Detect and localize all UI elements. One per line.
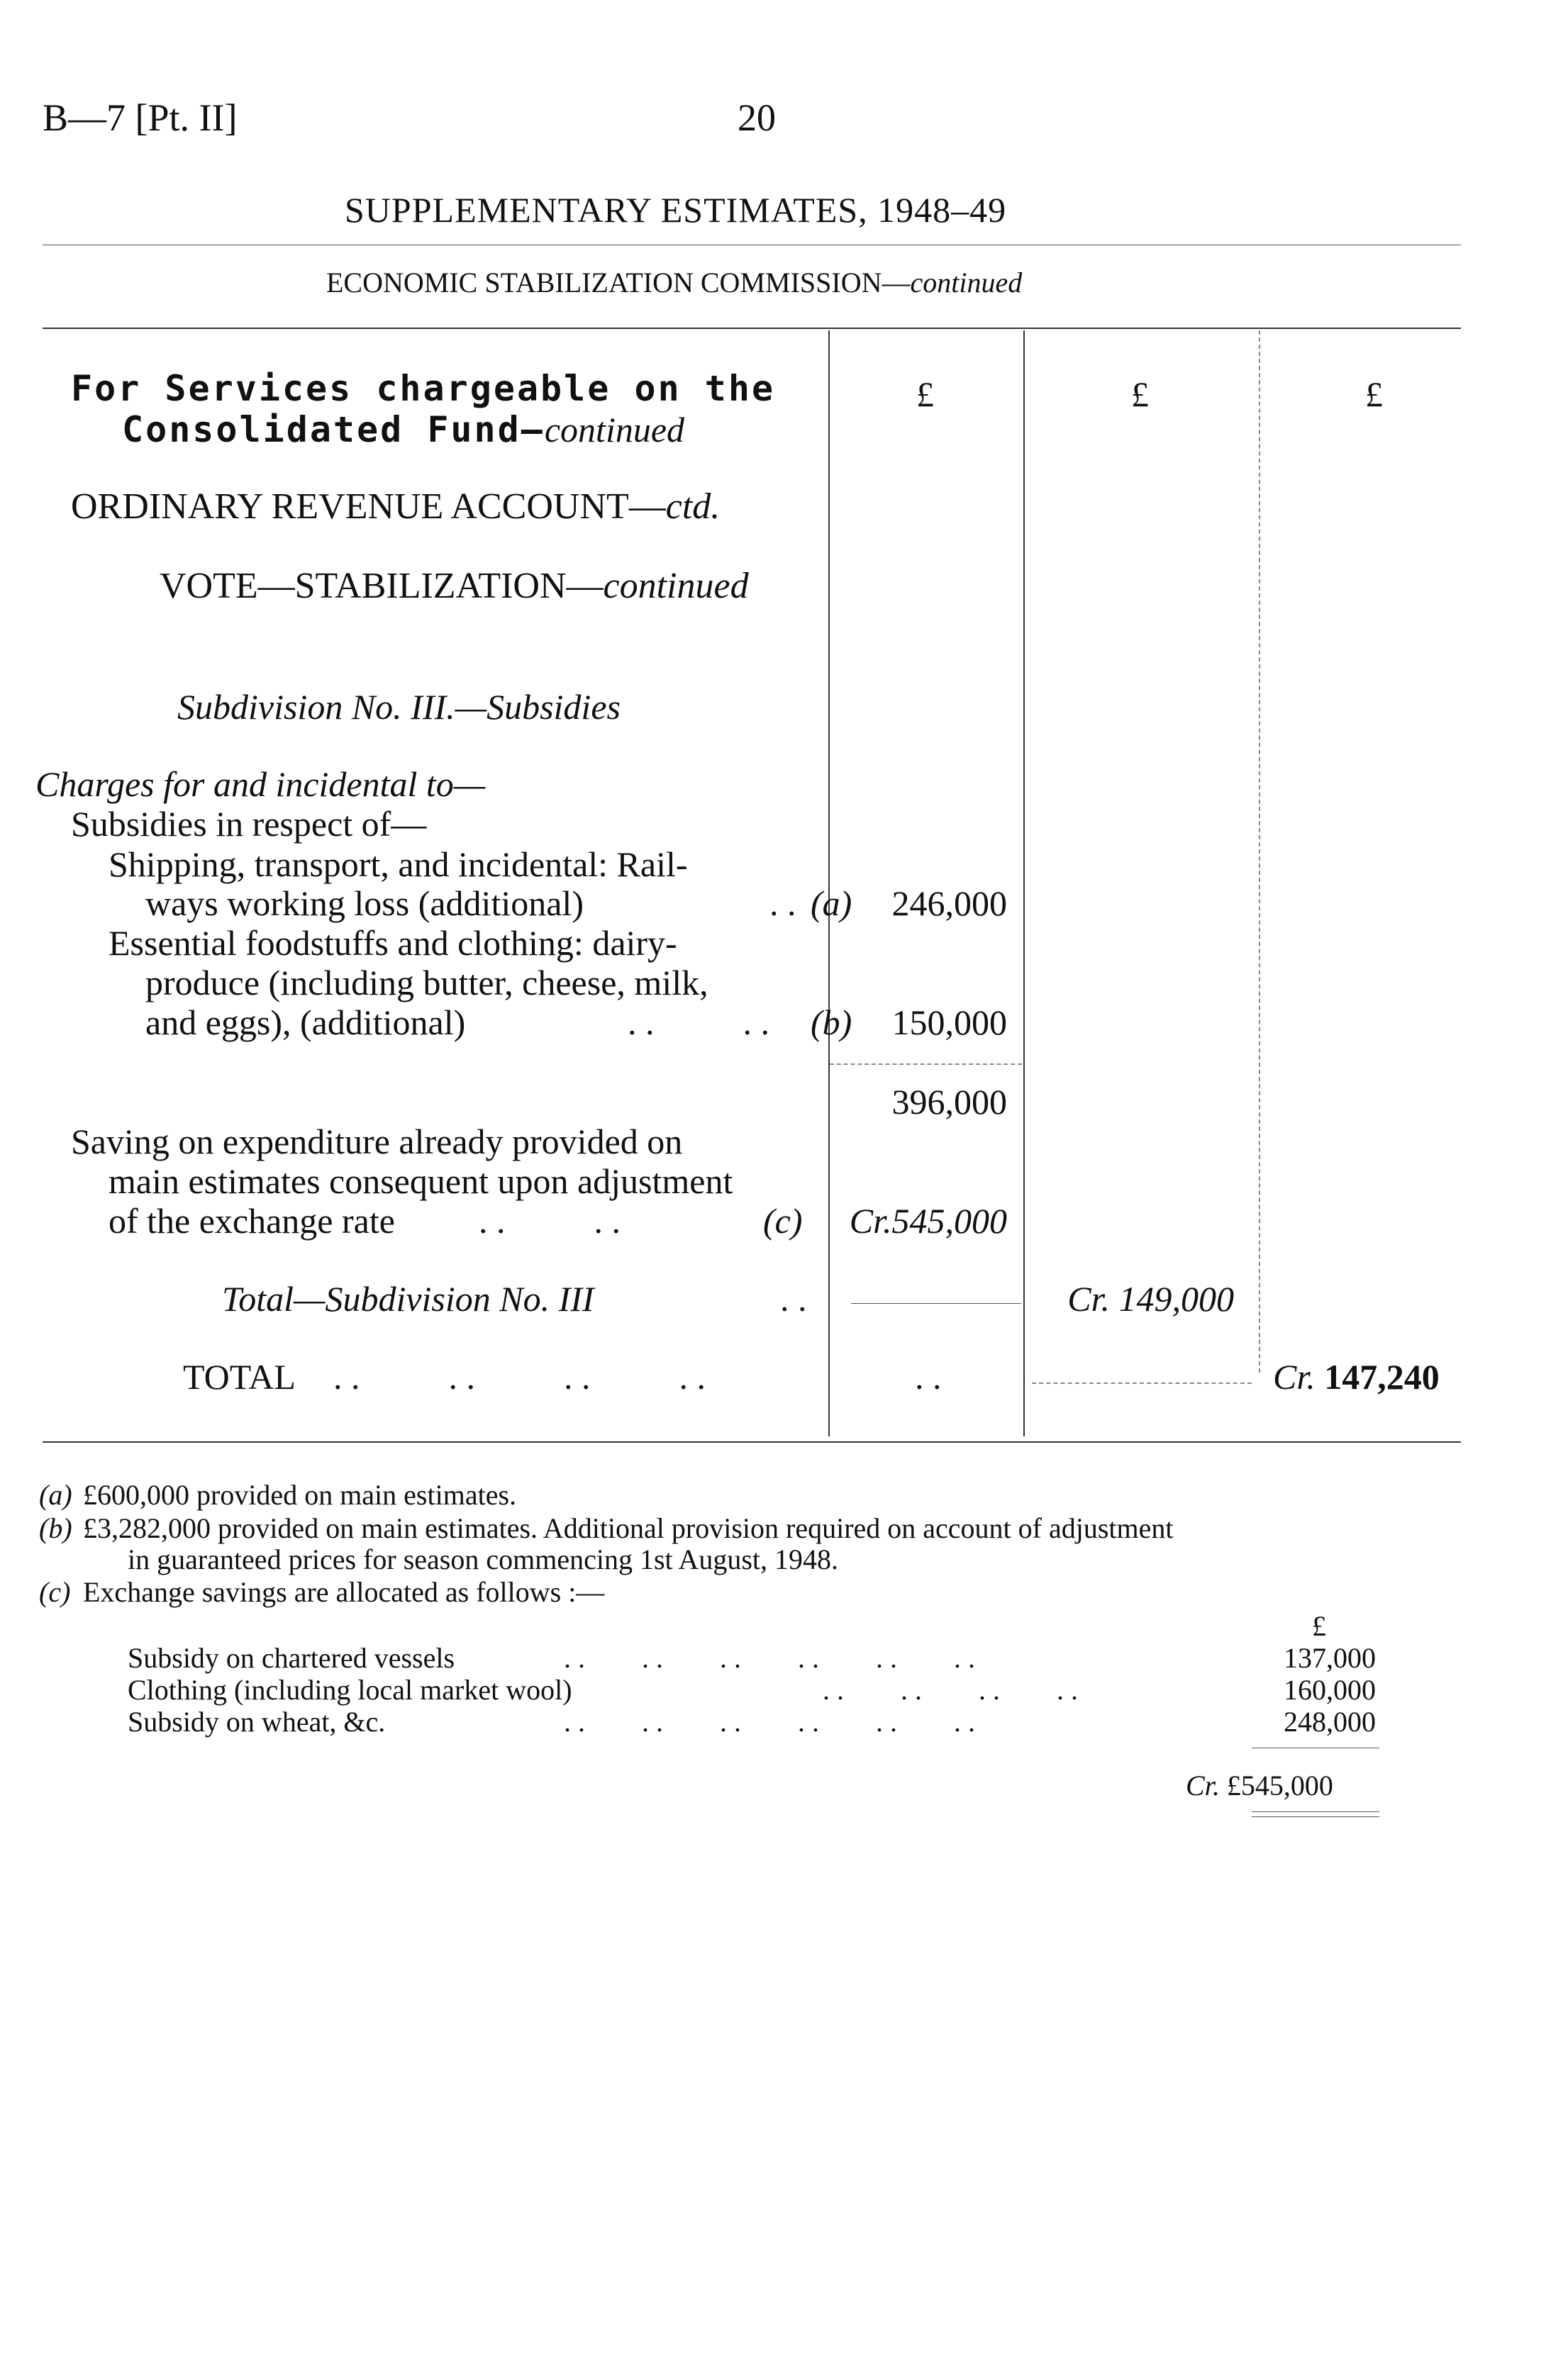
allocation-currency: £ [1312,1610,1326,1642]
saving-amount: Cr.545,000 [849,1201,1007,1241]
saving-line3: of the exchange rate [109,1201,395,1241]
footnote-b-line2: in guaranteed prices for season commencing 1st August, 1948. [128,1543,838,1575]
vote-heading [160,565,749,607]
allocation-row-3-label: Subsidy on wheat, &c. [128,1706,386,1738]
total-col1-leader: . . [915,1357,942,1397]
charges-heading: Charges for and incidental to— [35,764,486,804]
footnote-a-text: £600,000 provided on main estimates. [83,1479,517,1511]
subdivision-heading: Subdivision No. III.—Subsidies [177,687,621,727]
shipping-ref: (a) [811,883,852,923]
page-number: 20 [738,96,776,139]
foodstuffs-line3: and eggs), (additional) [145,1002,466,1042]
allocation-double-rule-2 [1252,1816,1379,1817]
grand-total [1273,1356,1440,1397]
currency-symbol-col3: £ [1365,374,1383,414]
saving-leader: . . . . [479,1201,621,1241]
foodstuffs-ref: (b) [811,1002,852,1042]
total-subdivision-label: Total—Subdivision No. III [222,1279,594,1319]
grand-total-amount: 147,240 [1324,1357,1440,1397]
subsidies-heading: Subsidies in respect of— [71,804,427,844]
table-bottom-rule [43,1441,1461,1443]
allocation-row-1-amount: 137,000 [1284,1642,1376,1674]
column-rule-3 [1259,330,1260,1373]
saving-line1: Saving on expenditure already provided on [71,1122,683,1161]
subtotal-amount: 396,000 [891,1082,1007,1122]
allocation-row-3-leader: . . . . . . . . . . . . [564,1706,975,1738]
foodstuffs-amount: 150,000 [891,1002,1007,1042]
allocation-row-1-label: Subsidy on chartered vessels [128,1642,455,1674]
section-heading-continued: continued [544,410,685,449]
grand-total-prefix: Cr. [1273,1357,1316,1397]
allocation-double-rule-1 [1252,1811,1379,1812]
column-rule-2 [1023,330,1025,1436]
department-subtitle-main: ECONOMIC STABILIZATION COMMISSION— [326,267,911,298]
table-top-rule [43,328,1461,329]
total-subdivision-rule [851,1303,1021,1304]
footnote-c-ref: (c) [39,1576,71,1608]
total-subdivision-leader: . . [780,1279,807,1319]
allocation-row-3-amount: 248,000 [1284,1706,1376,1738]
footnote-c-text: Exchange savings are allocated as follows :— [83,1576,605,1608]
shipping-line2: ways working loss (additional) [145,883,584,923]
shipping-leader: . . [769,883,796,923]
currency-symbol-col2: £ [1131,374,1149,414]
vote-heading-continued: continued [603,566,749,606]
saving-ref: (c) [763,1201,803,1241]
currency-symbol-col1: £ [916,374,934,414]
section-heading-line2 [122,409,684,450]
page-reference: B—7 [Pt. II] [43,96,238,139]
allocation-total-prefix: Cr. [1186,1770,1220,1801]
total-leader: . . . . . . . . [333,1357,706,1397]
shipping-line1: Shipping, transport, and incidental: Rail- [109,844,688,884]
allocation-row-1-leader: . . . . . . . . . . . . [564,1642,975,1674]
foodstuffs-leader: . . . . [628,1002,769,1042]
total-label: TOTAL [183,1357,296,1397]
section-heading-line1: For Services chargeable on the [71,368,776,409]
allocation-total-amount: £545,000 [1226,1770,1333,1801]
foodstuffs-line2: produce (including butter, cheese, milk, [145,963,708,1002]
footnote-a-ref: (a) [39,1479,72,1511]
section-heading-fund: Consolidated Fund— [122,409,545,450]
account-heading-main: ORDINARY REVENUE ACCOUNT— [71,486,666,527]
total-col2-rule [1032,1382,1252,1384]
allocation-row-2-leader: . . . . . . . . [823,1674,1078,1706]
allocation-total [1186,1769,1333,1802]
allocation-row-2-label: Clothing (including local market wool) [128,1674,572,1706]
total-subdivision-amount: Cr. 149,000 [1067,1279,1234,1319]
foodstuffs-line1: Essential foodstuffs and clothing: dairy- [109,923,677,963]
vote-heading-main: VOTE—STABILIZATION— [160,566,604,606]
department-subtitle [326,266,1022,299]
department-subtitle-continued: continued [910,267,1023,298]
page-title: SUPPLEMENTARY ESTIMATES, 1948–49 [345,190,1007,230]
saving-line2: main estimates consequent upon adjustment [109,1161,733,1201]
shipping-amount: 246,000 [891,883,1007,923]
allocation-row-2-amount: 160,000 [1284,1674,1376,1706]
footnote-b-ref: (b) [39,1512,72,1544]
footnote-b-line1: £3,282,000 provided on main estimates. Additional provision required on account of adjustment [83,1512,1174,1544]
subtotal-rule [830,1063,1022,1065]
account-heading-ctd: ctd. [665,486,721,527]
account-heading [71,486,720,527]
